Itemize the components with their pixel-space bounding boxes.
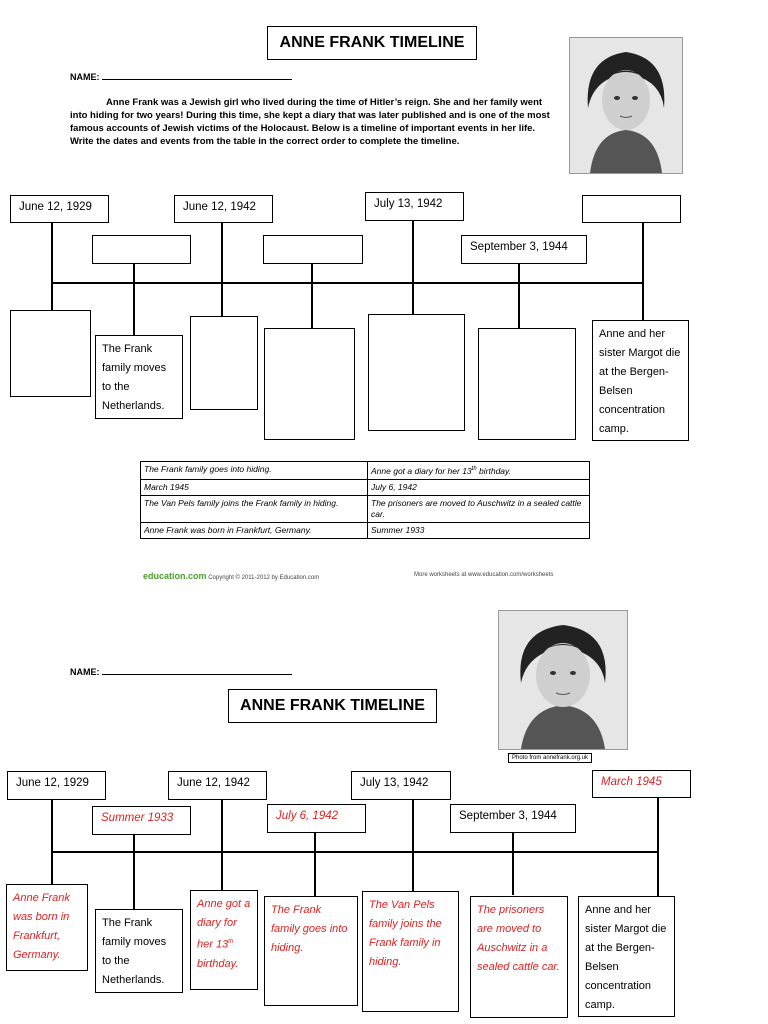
tick xyxy=(51,222,53,310)
table-cell: The Frank family goes into hiding. xyxy=(141,462,368,480)
date-box: June 12, 1929 xyxy=(10,195,109,223)
table-cell: Anne Frank was born in Frankfurt, Germany. xyxy=(141,522,368,538)
education-logo: education.com xyxy=(143,571,207,581)
table-cell: March 1945 xyxy=(141,479,368,495)
footer-left xyxy=(143,571,319,581)
blank-event-box[interactable] xyxy=(190,316,258,410)
name-field[interactable] xyxy=(70,666,292,677)
timeline-axis xyxy=(51,851,659,853)
footer-copyright: Copyright © 2011-2012 by Education.com xyxy=(208,575,320,581)
table-row xyxy=(141,522,590,538)
tick xyxy=(512,832,514,895)
date-box: June 12, 1942 xyxy=(168,771,267,800)
answer-event-number: 13 xyxy=(215,938,229,951)
blank-event-box[interactable] xyxy=(10,310,91,397)
event-box: The Frank family moves to the Netherlands. xyxy=(95,335,183,419)
event-box: Anne and her sister Margot die at the Bergen-Belsen concentration camp. xyxy=(592,320,689,441)
table-row xyxy=(141,495,590,522)
event-box: The Frank family moves to the Netherlands. xyxy=(95,909,183,993)
blank-date-box[interactable] xyxy=(92,235,191,264)
page-title: ANNE FRANK TIMELINE xyxy=(267,26,477,60)
name-field[interactable] xyxy=(70,71,292,82)
timeline-axis xyxy=(51,282,644,284)
tick xyxy=(642,222,644,320)
date-box: June 12, 1929 xyxy=(7,771,106,800)
blank-event-box[interactable] xyxy=(368,314,465,431)
name-label: NAME: xyxy=(70,667,100,677)
tick xyxy=(518,263,520,328)
photo-caption: Photo from annefrank.org.uk xyxy=(508,753,592,763)
date-box: July 13, 1942 xyxy=(351,771,451,800)
answer-event-box: Anne Frank was born in Frankfurt, Germany. xyxy=(6,884,88,971)
intro-paragraph: Anne Frank was a Jewish girl who lived during the time of Hitler’s reign. She and her family went into hiding for two years! During this time, she kept a diary that was later published and is one of the most famous accounts of Jewish victims of the Holocaust. Below is a timeline of important events in her life. Write the dates and events from the table in the correct order to complete the timeline. xyxy=(70,97,550,147)
anne-frank-photo xyxy=(569,37,683,174)
tick xyxy=(311,263,313,328)
date-box: June 12, 1942 xyxy=(174,195,273,223)
answer-date-box: March 1945 xyxy=(592,770,691,798)
tick xyxy=(133,263,135,335)
answer-event-box: The Van Pels family joins the Frank family in hiding. xyxy=(362,891,459,1012)
table-row xyxy=(141,462,590,480)
tick xyxy=(412,221,414,314)
answer-event-box: The Frank family goes into hiding. xyxy=(264,896,358,1006)
tick xyxy=(133,834,135,910)
date-box: July 13, 1942 xyxy=(365,192,464,221)
answer-event-box xyxy=(190,890,258,990)
blank-event-box[interactable] xyxy=(264,328,355,440)
tick xyxy=(657,797,659,896)
answer-event-suffix: th xyxy=(228,939,234,945)
blank-date-box[interactable] xyxy=(582,195,681,223)
table-row xyxy=(141,479,590,495)
events-table xyxy=(140,461,590,539)
table-cell: Anne got a diary for her 13th birthday. xyxy=(368,462,590,480)
blank-date-box[interactable] xyxy=(263,235,363,264)
answer-key-title: ANNE FRANK TIMELINE xyxy=(228,689,437,723)
tick xyxy=(51,799,53,884)
tick xyxy=(314,832,316,896)
answer-event-box: The prisoners are moved to Auschwitz in a sealed cattle car. xyxy=(470,896,568,1018)
answer-date-box: Summer 1933 xyxy=(92,806,191,835)
footer-more: More worksheets at www.education.com/worksheets xyxy=(414,572,554,578)
table-cell: Summer 1933 xyxy=(368,522,590,538)
blank-event-box[interactable] xyxy=(478,328,576,440)
date-box: September 3, 1944 xyxy=(450,804,576,833)
answer-date-box: July 6, 1942 xyxy=(267,804,366,833)
table-cell: July 6, 1942 xyxy=(368,479,590,495)
table-cell: The prisoners are moved to Auschwitz in a sealed cattle car. xyxy=(368,495,590,522)
event-box: Anne and her sister Margot die at the Bergen-Belsen concentration camp. xyxy=(578,896,675,1017)
answer-event-text: birthday. xyxy=(197,957,239,970)
table-cell: The Van Pels family joins the Frank family in hiding. xyxy=(141,495,368,522)
tick xyxy=(412,799,414,892)
tick xyxy=(221,799,223,891)
anne-frank-photo xyxy=(498,610,628,750)
tick xyxy=(221,222,223,317)
answer-event-text: Anne got a diary for her xyxy=(197,898,251,951)
date-box: September 3, 1944 xyxy=(461,235,587,264)
name-label: NAME: xyxy=(70,72,100,82)
